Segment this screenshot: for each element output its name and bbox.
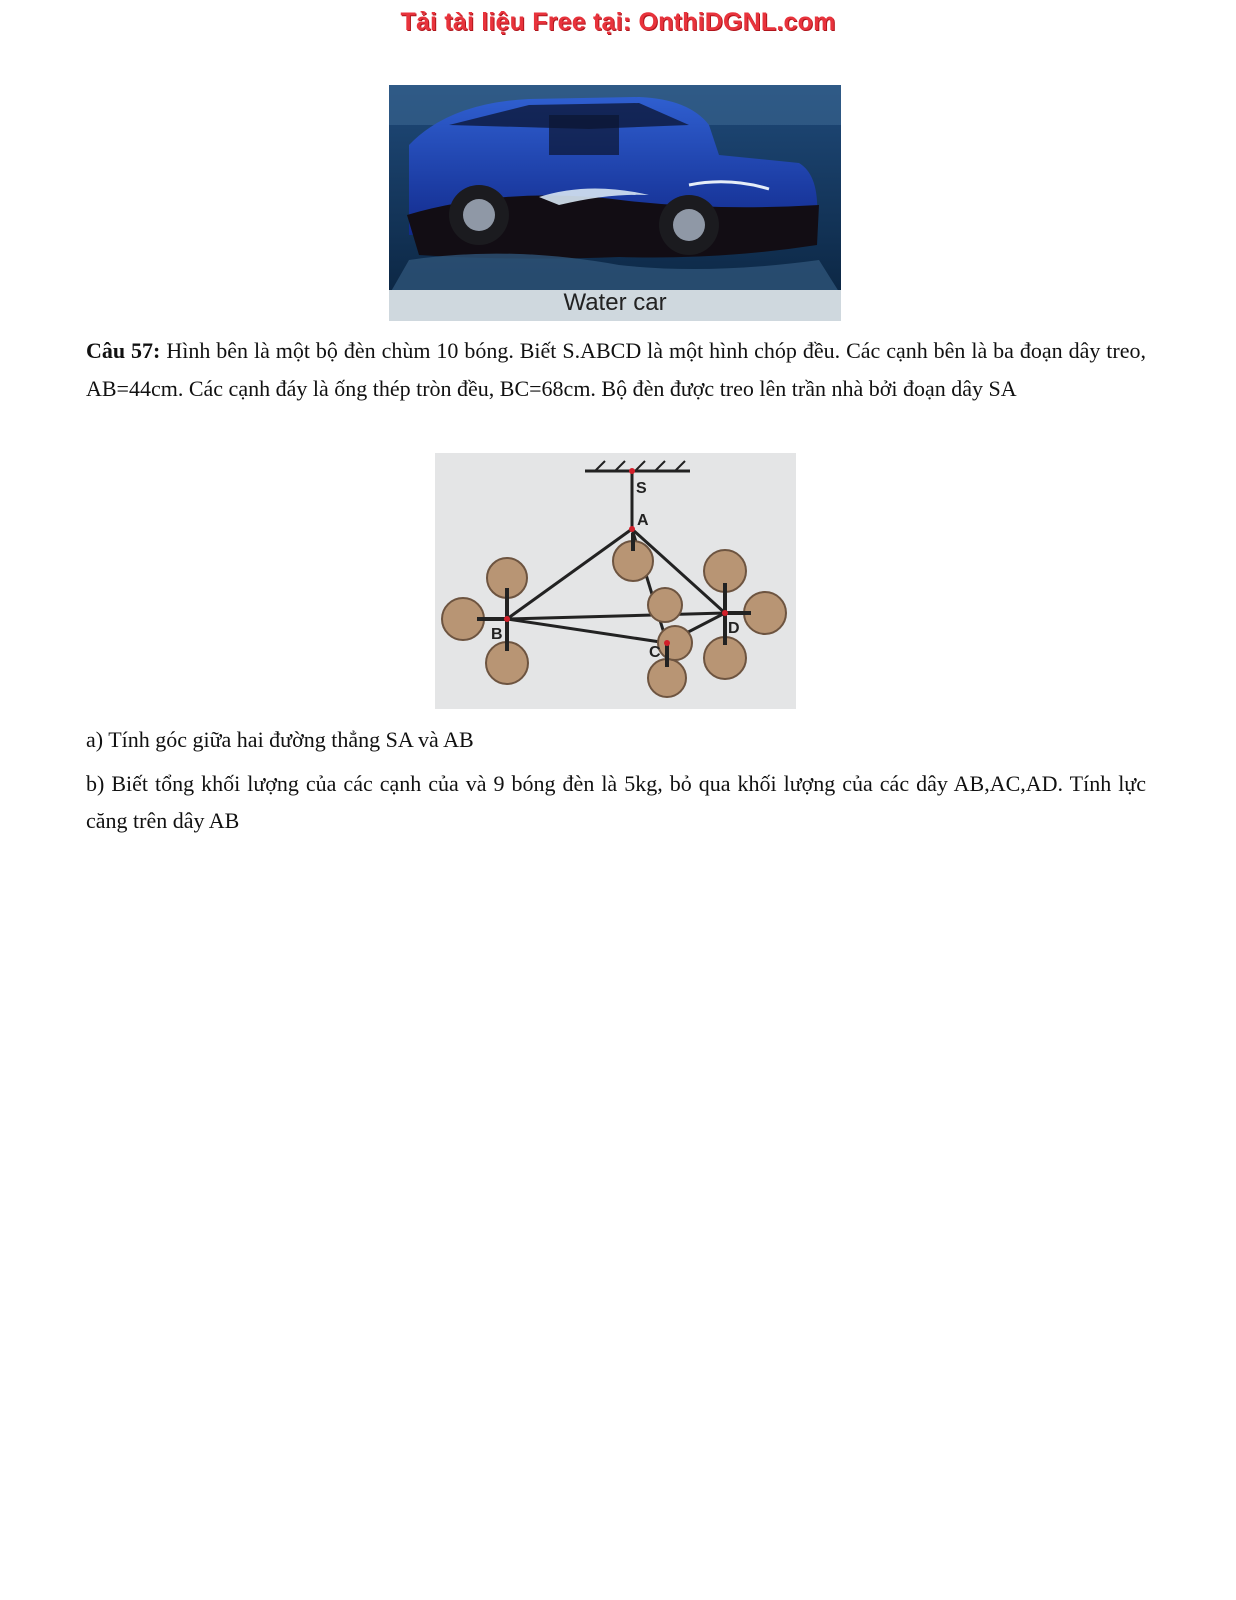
part-b-text: b) Biết tổng khối lượng của các cạnh của và 9 bóng đèn là 5kg, bỏ qua khối lượng của các dây AB,AC,AD. Tính lực căng trên dây AB [86,771,1146,833]
point-s-marker [629,468,635,474]
chandelier-diagram [435,453,796,709]
point-d-marker [722,610,728,616]
site-header-banner: Tải tài liệu Free tại: OnthiDGNL.com [400,8,836,36]
ceiling-mark [585,461,690,471]
label-a: A [637,512,649,529]
question-label: Câu 57: [86,338,161,363]
label-b: B [491,626,503,643]
label-d: D [728,620,740,637]
figure-caption: Water car [563,289,667,316]
pipe-bd [507,613,725,619]
label-c: C [649,644,661,661]
water-car-image [389,85,841,321]
point-c-marker [664,640,670,646]
label-s: S [636,480,647,497]
point-b-marker [504,616,510,622]
question-body: Hình bên là một bộ đèn chùm 10 bóng. Biết S.ABCD là một hình chóp đều. Các cạnh bên là ba đoạn dây treo, AB=44cm. Các cạnh đáy là ống thép tròn đều, BC=68cm. Bộ đèn được treo lên trần nhà bởi đoạn dây SA [86,338,1146,401]
chandelier-figure [435,453,796,709]
question-57 [86,332,1146,407]
pipe-bc [507,619,667,643]
point-a-marker [629,526,635,532]
part-a-text: a) Tính góc giữa hai đường thẳng SA và AB [86,727,474,752]
water-car-figure [389,85,841,321]
